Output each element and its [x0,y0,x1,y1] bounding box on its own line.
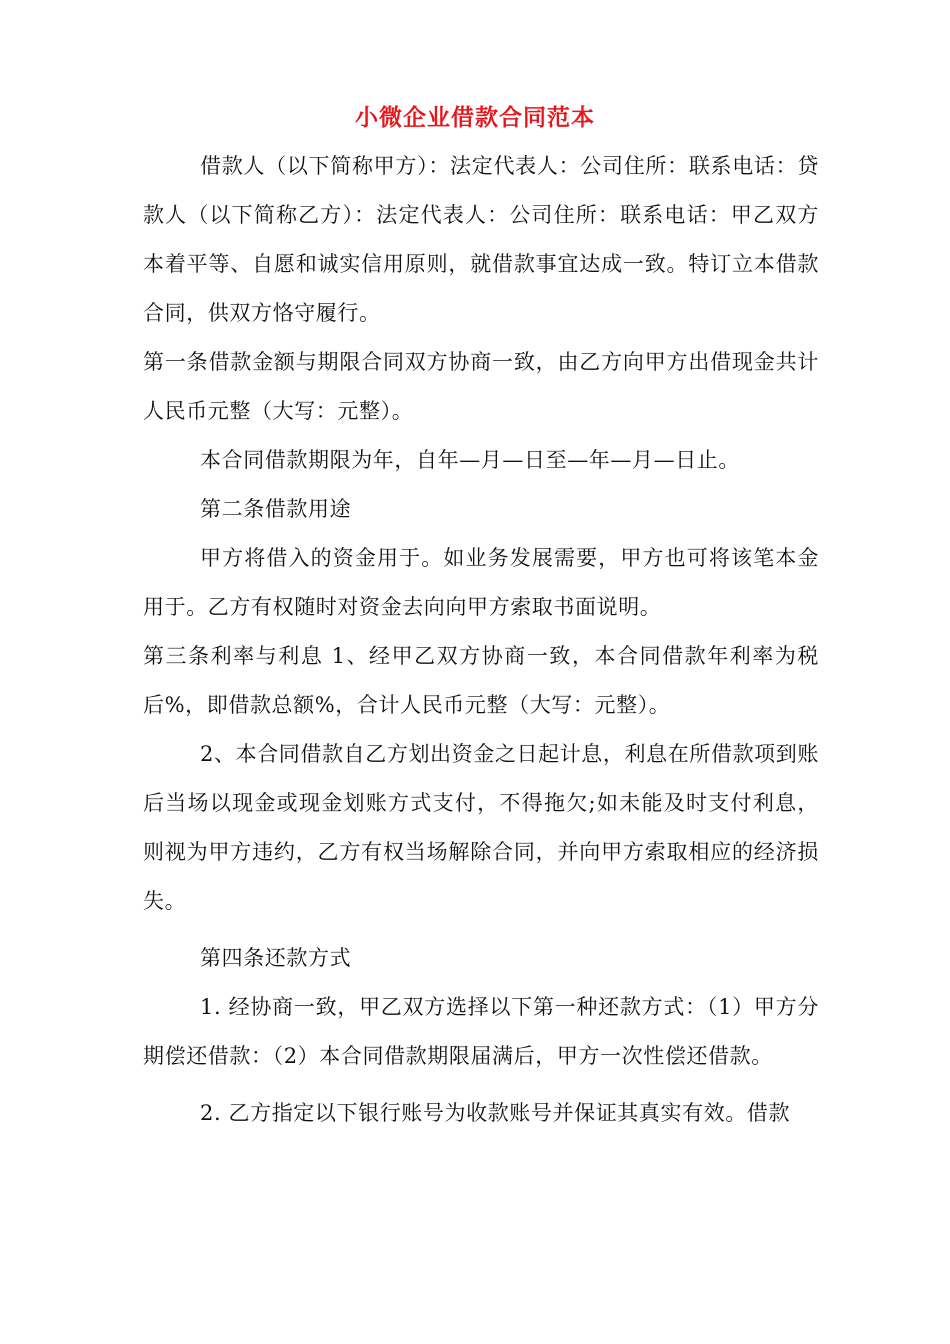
paragraph-loan-purpose: 甲方将借入的资金用于。如业务发展需要，甲方也可将该笔本金用于。乙方有权随时对资金去向向甲方索取书面说明。 [143,546,819,619]
paragraph-article-3: 第三条利率与利息 1、经甲乙双方协商一致，本合同借款年利率为税后%，即借款总额%，合计人民币元整（大写：元整）。 [143,644,819,717]
document-title: 小微企业借款合同范本 [355,104,595,131]
paragraph-article-2-heading: 第二条借款用途 [200,497,352,521]
paragraph-parties: 借款人（以下简称甲方）：法定代表人：公司住所：联系电话：贷款人（以下简称乙方）：法定代表人：公司住所：联系电话：甲乙双方本着平等、自愿和诚实信用原则，就借款事宜达成一致。特订立本借款合同，供双方恪守履行。 [143,154,819,325]
paragraph-article-4-heading: 第四条还款方式 [200,946,352,970]
paragraph-article-1: 第一条借款金额与期限合同双方协商一致，由乙方向甲方出借现金共计人民币元整（大写：元整）。 [143,350,819,423]
document-body [143,142,819,1138]
paragraph-repayment-method: 1. 经协商一致，甲乙双方选择以下第一种还款方式：（1）甲方分期偿还借款：（2）本合同借款期限届满后，甲方一次性偿还借款。 [143,995,819,1068]
paragraph-interest-payment: 2、本合同借款自乙方划出资金之日起计息，利息在所借款项到账后当场以现金或现金划账方式支付，不得拖欠;如未能及时支付利息，则视为甲方违约，乙方有权当场解除合同，并向甲方索取相应的经济损失。 [143,742,819,913]
paragraph-loan-term: 本合同借款期限为年，自年—月—日至—年—月—日止。 [200,448,740,472]
paragraph-bank-account: 2. 乙方指定以下银行账号为收款账号并保证其真实有效。借款 [200,1101,791,1125]
